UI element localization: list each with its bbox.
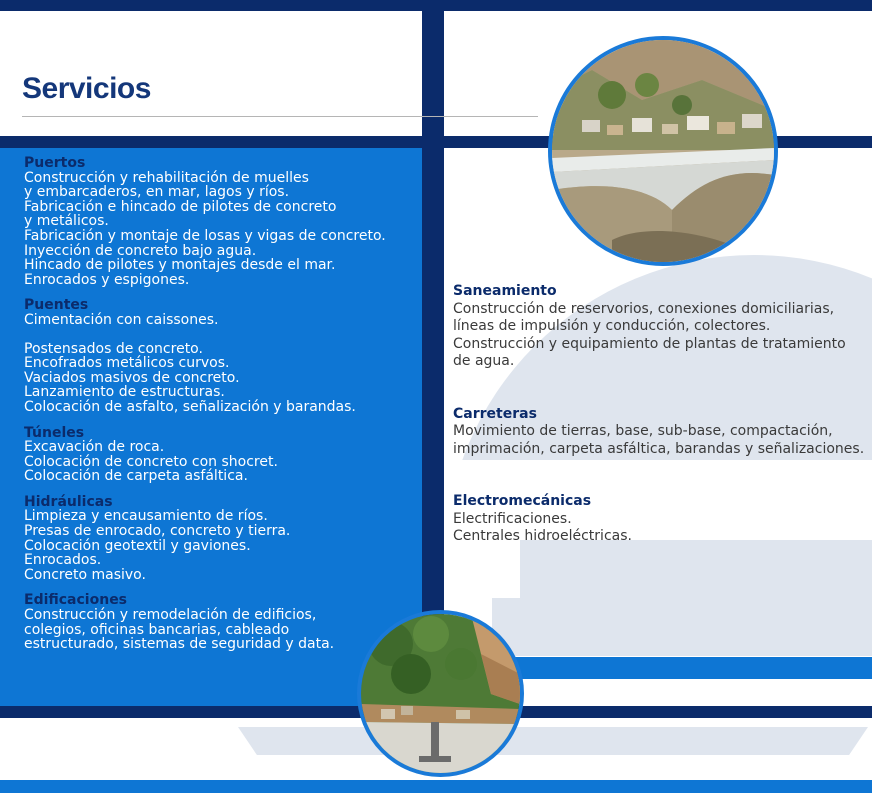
service-line: Colocación de concreto con shocret. (24, 453, 278, 470)
pale-step-2 (492, 598, 872, 656)
service-title: Saneamiento (453, 283, 557, 299)
service-line: Construcción y equipamiento de plantas de tratamiento (453, 335, 846, 352)
service-line: Construcción y remodelación de edificios, (24, 607, 317, 624)
pale-parallelogram (238, 727, 868, 755)
title-rule (22, 116, 538, 117)
service-line: Enrocados y espigones. (24, 271, 190, 288)
service-line: Electrificaciones. (453, 510, 572, 527)
service-line: Colocación geotextil y gaviones. (24, 537, 251, 554)
service-line: y metálicos. (24, 213, 109, 230)
bridge-photo-art (552, 40, 774, 262)
service-line: Postensados de concreto. (24, 340, 203, 357)
left-services-list (24, 156, 414, 663)
service-saneamiento (453, 283, 869, 371)
service-line: de agua. (453, 353, 515, 369)
service-line: Enrocados. (24, 552, 102, 569)
service-title: Puentes (24, 297, 89, 314)
service-hidraulicas (24, 495, 414, 583)
service-title: Puertos (24, 155, 86, 171)
page-title: Servicios (22, 72, 151, 105)
service-line: Centrales hidroeléctricas. (453, 528, 632, 544)
service-edificaciones (24, 593, 414, 651)
bottom-band (0, 780, 872, 793)
service-puentes (24, 298, 414, 414)
service-title: Hidráulicas (24, 493, 113, 510)
service-line: Colocación de asfalto, señalización y barandas. (24, 398, 356, 415)
service-line: y embarcaderos, en mar, lagos y ríos. (24, 184, 290, 201)
service-tuneles (24, 426, 414, 484)
service-title: Carreteras (453, 405, 537, 422)
bridge-photo (548, 36, 778, 266)
service-line: Encofrados metálicos curvos. (24, 355, 230, 372)
service-line: colegios, oficinas bancarias, cableado (24, 621, 290, 638)
service-line: Concreto masivo. (24, 566, 146, 583)
service-line: Excavación de roca. (24, 439, 165, 456)
service-line: Colocación de carpeta asfáltica. (24, 468, 248, 485)
service-line: imprimación, carpeta asfáltica, barandas y señalizaciones. (453, 440, 865, 457)
coast-photo (357, 610, 524, 777)
service-line: Construcción de reservorios, conexiones domiciliarias, (453, 300, 835, 317)
service-line: Construcción y rehabilitación de muelles (24, 169, 309, 186)
service-line: Lanzamiento de estructuras. (24, 384, 225, 401)
service-line: Fabricación y montaje de losas y vigas de concreto. (24, 227, 386, 244)
service-line: Fabricación e hincado de pilotes de concreto (24, 198, 337, 215)
service-line: Hincado de pilotes y montajes desde el mar. (24, 257, 336, 274)
service-line: Vaciados masivos de concreto. (24, 369, 240, 386)
service-line: líneas de impulsión y conducción, colectores. (453, 318, 771, 334)
service-line: Cimentación con caissones. (24, 311, 219, 328)
service-title: Electromecánicas (453, 493, 592, 509)
right-services-list (453, 283, 869, 581)
service-line: Presas de enrocado, concreto y tierra. (24, 523, 291, 540)
service-title: Túneles (24, 424, 85, 441)
service-carreteras (453, 406, 869, 459)
service-line: Limpieza y encausamiento de ríos. (24, 508, 268, 525)
service-gap (24, 328, 414, 342)
service-electromecanicas (453, 493, 869, 546)
service-line: Movimiento de tierras, base, sub-base, compactación, (453, 423, 833, 439)
service-line: estructurado, sistemas de seguridad y data. (24, 636, 335, 653)
service-puertos (24, 156, 414, 287)
coast-photo-art (361, 614, 520, 773)
service-title: Edificaciones (24, 592, 128, 609)
service-line: Inyección de concreto bajo agua. (24, 242, 257, 259)
